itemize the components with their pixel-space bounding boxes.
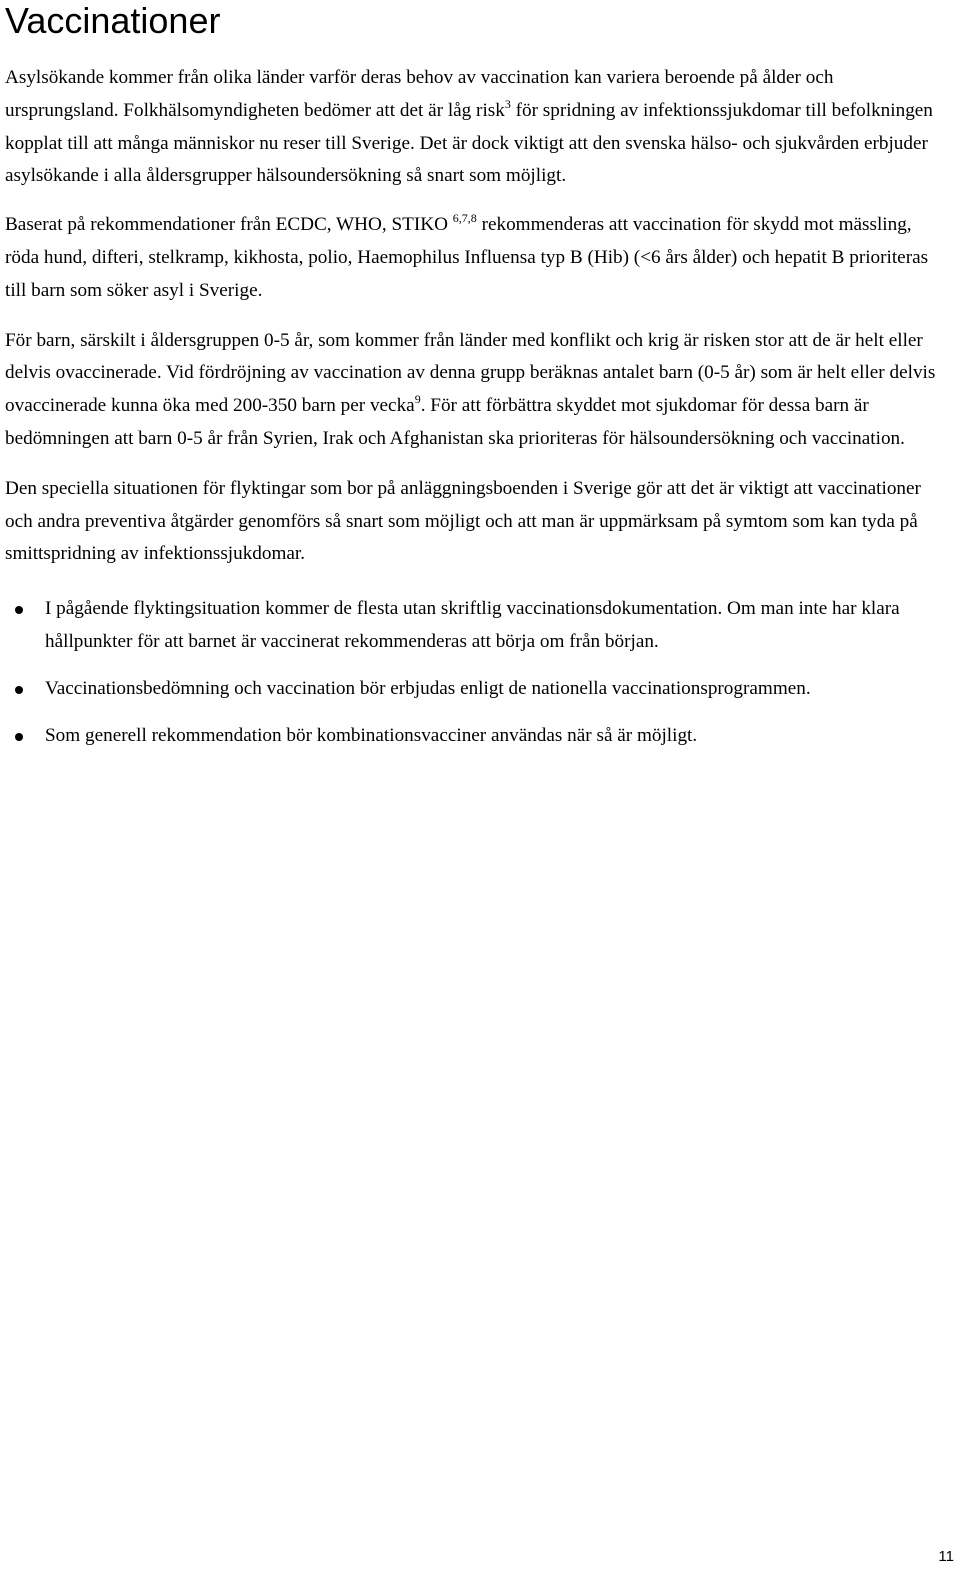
section-heading: Vaccinationer (5, 0, 221, 41)
paragraph-recommendations-text-2: rekommenderas att vaccination för skydd mot mässling, röda hund, difteri, stelkramp, kikhosta, polio, Haemophilus Influensa typ B (Hib) (<6 års ålder) och hepatit B prioriteras till barn som söker asyl i Sverige. (5, 214, 929, 301)
bullet-icon (15, 606, 23, 614)
paragraph-recommendations-text-1: Baserat på rekommendationer från ECDC, WHO, STIKO (5, 214, 453, 236)
bullet-icon (15, 733, 23, 741)
paragraph-recommendations (5, 209, 940, 307)
page-number: 11 (938, 1548, 954, 1565)
list-item-text: Som generell rekommendation bör kombinationsvacciner användas när så är möjligt. (45, 724, 698, 746)
list-item-text: I pågående flyktingsituation kommer de flesta utan skriftlig vaccinationsdokumentation. Om man inte har klara hållpunkter för att barnet är vaccinerat rekommenderas att börja om från början. (45, 598, 900, 652)
paragraph-intro-text-2: för spridning av infektionssjukdomar till befolkningen kopplat till att många människor nu reser till Sverige. Det är dock viktigt att den svenska hälso- och sjukvården erbjuder asylsökande i alla åldersgrupper hälsoundersökning så snart som möjligt. (5, 99, 933, 187)
reference-superscript: 6,7,8 (452, 211, 477, 226)
document-page (5, 0, 940, 766)
list-item (5, 720, 940, 753)
paragraph-children (5, 325, 940, 456)
bullet-icon (15, 686, 23, 694)
paragraph-children-text-1: För barn, särskilt i åldersgruppen 0-5 år, som kommer från länder med konflikt och krig är risken stor att de är helt eller delvis ovaccinerade. Vid fördröjning av vaccination av denna grupp beräknas antalet barn (0-5 år) som är helt eller delvis ovaccinerade kunna öka med 200-350 barn per vecka (5, 329, 936, 417)
paragraph-intro (5, 62, 940, 193)
bullet-list (5, 593, 940, 752)
reference-superscript: 3 (504, 96, 511, 111)
paragraph-housing: Den speciella situationen för flyktingar som bor på anläggningsboenden i Sverige gör att det är viktigt att vaccinationer och andra preventiva åtgärder genomförs så snart som möjligt och att man är uppmärksam på symtom som kan tyda på smittspridning av infektionssjukdomar. (5, 477, 921, 565)
paragraph-intro-text-1: Asylsökande kommer från olika länder varför deras behov av vaccination kan variera beroende på ålder och ursprungsland. Folkhälsomyndigheten bedömer att det är låg risk (5, 67, 834, 121)
list-item-text: Vaccinationsbedömning och vaccination bör erbjudas enligt de nationella vaccinationsprogrammen. (45, 677, 811, 699)
list-item (5, 673, 940, 706)
paragraph-children-text-2: . För att förbättra skyddet mot sjukdomar för dessa barn är bedömningen att barn 0-5 år från Syrien, Irak och Afghanistan ska prioriteras för hälsoundersökning och vaccination. (5, 395, 905, 449)
reference-superscript: 9 (414, 392, 421, 407)
list-item (5, 593, 940, 659)
